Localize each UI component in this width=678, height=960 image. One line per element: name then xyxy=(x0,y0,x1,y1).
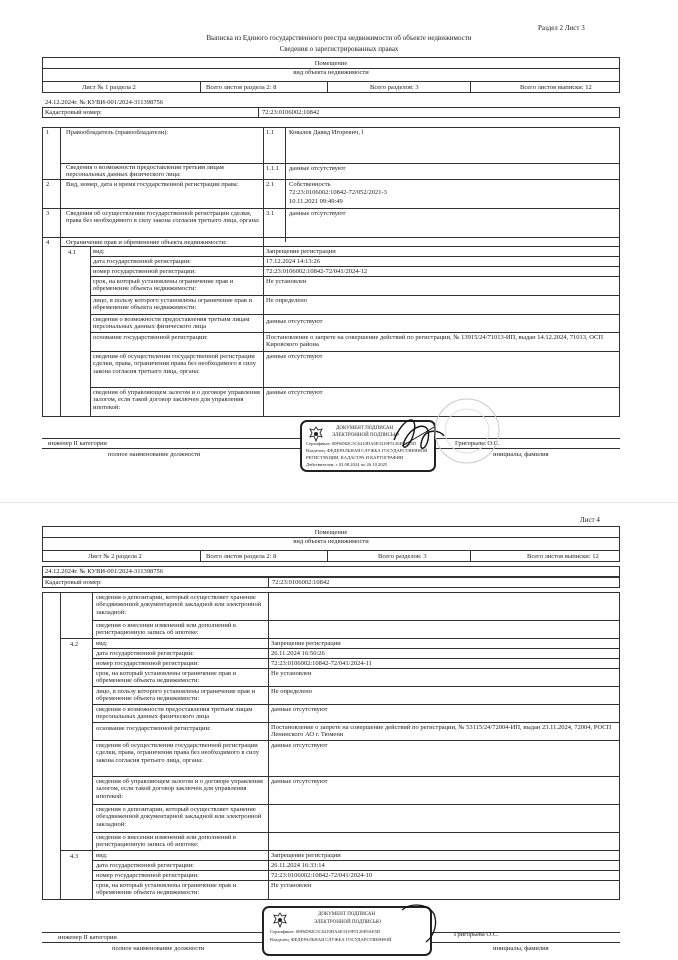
page1-footer-name-caption: инициалы, фамилия xyxy=(493,451,549,458)
stamp2-line-2: ЭЛЕКТРОННОЙ ПОДПИСЬЮ xyxy=(314,920,381,925)
row42-pledge-value: данные отсутствуют xyxy=(271,778,328,785)
row42-changes-label: сведения о внесении изменений или дополнений в регистрационную запись об ипотеке: xyxy=(96,834,236,849)
row41-deal-label: сведения об осуществлении государственной регистрации сделки, права, ограничения права без необходимого в силу закона согласия третьего лица, органа: xyxy=(93,353,256,375)
row41-basis-label: основание государственной регистрации: xyxy=(93,334,208,341)
stamp2-line-3: Сертификат: 00F6D82C5C6410DA4E3319F5120E9AE5D xyxy=(270,929,381,934)
row43-date-value: 26.11.2024 16:33:14 xyxy=(271,862,325,869)
row1b-sub: 1.1.1 xyxy=(266,165,279,172)
row42-person-label: лицо, в пользу которого установлены ограничение прав и обременение объекта недвижимости: xyxy=(96,688,256,703)
page1-cadastral-label: Кадастровый номер: xyxy=(45,109,102,116)
page2-sheet: Лист № 2 раздела 2 xyxy=(88,553,142,560)
row3-value: данные отсутствуют xyxy=(289,210,346,217)
page1-footer-name: Григорьева О.С. xyxy=(455,440,500,447)
row42-pd-label: сведения о возможности предоставления третьим лицам персональных данных физического лица xyxy=(96,706,253,721)
row41-person-label: лицо, в пользу которого установлены ограничение прав и обременение объекта недвижимости: xyxy=(93,297,253,312)
row41-pledge-label: сведения об управляющем залогом и о договоре управления залогом, если такой договор заключен для управления ипотекой: xyxy=(93,389,260,411)
coat-of-arms-icon xyxy=(272,912,288,928)
page1-total-sheets-extract: Всего листов выписки: 12 xyxy=(520,84,592,91)
row2-sub: 2.1 xyxy=(266,181,275,188)
row41-sub: 4.1 xyxy=(68,249,77,256)
page1-sheet: Лист № 1 раздела 2 xyxy=(82,84,136,91)
row4-label: Ограничение прав и обременение объекта недвижимости: xyxy=(66,239,227,246)
row42-person-value: Не определено xyxy=(271,688,313,695)
row43-date-label: дата государственной регистрации: xyxy=(96,862,194,869)
row1-number: 1 xyxy=(46,129,50,136)
row42-kind-value: Запрещение регистрации xyxy=(271,640,341,647)
row42-basis-value: Постановление о запрете на совершение действий по регистрации, № 53115/24/72004-ИП, выдан 23.11.2024, 72004, РОСП Ленинского АО г. Тюмени xyxy=(271,724,612,739)
row2-value-number: 72:23:0106002:10842-72/052/2021-3 xyxy=(289,189,387,196)
row41-pd-label: сведения о возможности предоставления третьим лицам персональных данных физического лица xyxy=(93,316,250,331)
stamp-line-3: Сертификат: 00F6D82C5C6410DA4E3319F5120E9AE5D xyxy=(306,441,417,446)
row2-value-type: Собственность xyxy=(289,181,331,188)
page2-object-type-caption: вид объекта недвижимости xyxy=(293,538,369,545)
row41-pledge-value: данные отсутствуют xyxy=(266,389,323,396)
page2-date-number: 24.12.2024г. № КУВИ-001/2024-311398756 xyxy=(45,568,163,575)
row41-term-label: срок, на который установлены ограничение прав и обременение объекта недвижимости: xyxy=(93,278,234,293)
row42-sub: 4.2 xyxy=(70,641,79,648)
document-subtitle: Сведения о зарегистрированных правах xyxy=(279,45,399,53)
row43-term-label: срок, на который установлены ограничение прав и обременение объекта недвижимости: xyxy=(96,882,237,897)
row42-deal-label: сведения об осуществлении государственной регистрации сделки, права, ограничения права без необходимого в силу закона согласия третьего лица, органа: xyxy=(96,742,259,764)
coat-of-arms-icon xyxy=(308,426,324,442)
row42-pledge-label: сведения об управляющем залогом и о договоре управления залогом, если такой договор заключен для управления ипотекой: xyxy=(96,778,263,800)
stamp2-line-1: ДОКУМЕНТ ПОДПИСАН xyxy=(318,912,376,917)
row1-sub: 1.1 xyxy=(266,129,275,136)
row2-label: Вид, номер, дата и время государственной регистрации права: xyxy=(66,181,239,188)
stamp-line-1: ДОКУМЕНТ ПОДПИСАН xyxy=(336,426,394,431)
row41-kind-label: вид: xyxy=(93,248,105,255)
p2-changes-label: сведения о внесении изменений или дополнений в регистрационную запись об ипотеке: xyxy=(96,622,236,637)
page2-total-sheets-extract: Всего листов выписки: 12 xyxy=(527,553,599,560)
row42-pd-value: данные отсутствуют xyxy=(271,706,328,713)
row42-date-label: дата государственной регистрации: xyxy=(96,650,194,657)
page2-footer-position: инженер II категории xyxy=(58,934,117,941)
row42-dep-label: сведения о депозитарии, который осуществляет хранение обездвиженной документарной закладной или электронной закладной: xyxy=(96,806,262,828)
row42-deal-value: данные отсутствуют xyxy=(271,742,328,749)
row42-term-label: срок, на который установлены ограничение прав и обременение объекта недвижимости: xyxy=(96,670,237,685)
row2-value-date: 10.11.2021 09:49:49 xyxy=(289,198,343,205)
stamp-line-5: РЕГИСТРАЦИИ, КАДАСТРА И КАРТОГРАФИИ xyxy=(306,455,404,460)
page2-header-right: Лист 4 xyxy=(580,516,600,524)
document-title: Выписка из Единого государственного реестра недвижимости об объекте недвижимости xyxy=(206,34,472,42)
row41-basis-value: Постановление о запрете на совершение действий по регистрации, № 13915/24/71013-ИП, выдан 14.12.2024, 71013, ОСП Кировского района xyxy=(266,334,604,349)
page1-object-type-caption: вид объекта недвижимости xyxy=(293,69,369,76)
row43-sub: 4.3 xyxy=(70,853,79,860)
row42-term-value: Не установлен xyxy=(271,670,312,677)
p2-dep-label: сведения о депозитарии, который осуществляет хранение обездвиженной документарной закладной или электронной закладной: xyxy=(96,594,262,616)
stamp-line-6: Действителен: с 02.08.2024 по 26.10.2025 xyxy=(306,462,388,467)
page2-footer-position-caption: полное наименование должности xyxy=(112,945,205,952)
stamp-line-4: Владелец: ФЕДЕРАЛЬНАЯ СЛУЖБА ГОСУДАРСТВЕННОЙ xyxy=(306,448,428,453)
row1-label: Правообладатель (правообладатели): xyxy=(66,129,169,136)
page2-footer-name-caption: инициалы, фамилия xyxy=(493,945,549,952)
page1-total-sections: Всего разделов: 3 xyxy=(370,84,419,91)
row4-number: 4 xyxy=(46,239,50,246)
row41-deal-value: данные отсутствуют xyxy=(266,353,323,360)
row43-term-value: Не установлен xyxy=(271,882,312,889)
row42-basis-label: основание государственной регистрации: xyxy=(96,725,211,732)
row41-date-label: дата государственной регистрации: xyxy=(93,258,191,265)
page1-total-sheets-section: Всего листов раздела 2: 8 xyxy=(206,84,277,91)
row41-person-value: Не определено xyxy=(266,297,308,304)
row3-label: Сведения об осуществлении государственной регистрации сделки, права без необходимого в силу закона согласия третьего лица, органа: xyxy=(66,210,260,225)
round-seal-faint xyxy=(432,394,502,468)
stamp-line-2: ЭЛЕКТРОННОЙ ПОДПИСЬЮ xyxy=(332,433,399,438)
row41-date-value: 17.12.2024 14:13:26 xyxy=(266,258,320,265)
page1-object-type: Помещение xyxy=(314,60,348,67)
page1-cadastral-value: 72:23:0106002:10842 xyxy=(262,109,320,116)
page1-footer-position: инженер II категории xyxy=(48,440,107,447)
row41-num-value: 72:23:0106002:10842-72/041/2024-12 xyxy=(266,268,368,275)
row43-kind-label: вид: xyxy=(96,852,108,859)
row42-num-label: номер государственной регистрации: xyxy=(96,660,199,667)
page2-footer-name: Григорьева О.С. xyxy=(454,931,499,938)
page2-cadastral-value: 72:23:0106002:10842 xyxy=(272,579,330,586)
page2-object-type: Помещение xyxy=(314,529,348,536)
page2-cadastral-label: Кадастровый номер: xyxy=(45,579,102,586)
row1b-value: данные отсутствуют xyxy=(289,165,346,172)
stamp2-line-4: Владелец: ФЕДЕРАЛЬНАЯ СЛУЖБА ГОСУДАРСТВЕННОЙ xyxy=(270,937,392,942)
row43-num-value: 72:23:0106002:10842-72/041/2024-10 xyxy=(271,872,373,879)
row1b-label: Сведения о возможности предоставления третьим лицам персональных данных физического лица: xyxy=(66,164,224,179)
row42-date-value: 26.11.2024 16:50:26 xyxy=(271,650,325,657)
row3-number: 3 xyxy=(46,210,50,217)
row41-pd-value: данные отсутствуют xyxy=(266,318,323,325)
row41-num-label: номер государственной регистрации: xyxy=(93,268,196,275)
row42-kind-label: вид: xyxy=(96,640,108,647)
row41-term-value: Не установлен xyxy=(266,278,307,285)
row43-kind-value: Запрещение регистрации xyxy=(271,852,341,859)
page1-date-number: 24.12.2024г. № КУВИ-001/2024-311398756 xyxy=(45,99,163,106)
page1-header-right: Раздел 2 Лист 3 xyxy=(538,24,585,32)
row2-number: 2 xyxy=(46,181,50,188)
page2-total-sections: Всего разделов: 3 xyxy=(378,553,427,560)
row42-num-value: 72:23:0106002:10842-72/041/2024-11 xyxy=(271,660,372,667)
page1-footer-position-caption: полное наименование должности xyxy=(108,451,201,458)
handwritten-signature-2 xyxy=(398,900,440,948)
row43-num-label: номер государственной регистрации: xyxy=(96,872,199,879)
row41-kind-value: Запрещение регистрации xyxy=(266,248,336,255)
page2-total-sheets-section: Всего листов раздела 2: 8 xyxy=(206,553,277,560)
row3-sub: 3.1 xyxy=(266,210,275,217)
row1-value: Ковалев Давид Игоревич, l xyxy=(289,129,364,136)
